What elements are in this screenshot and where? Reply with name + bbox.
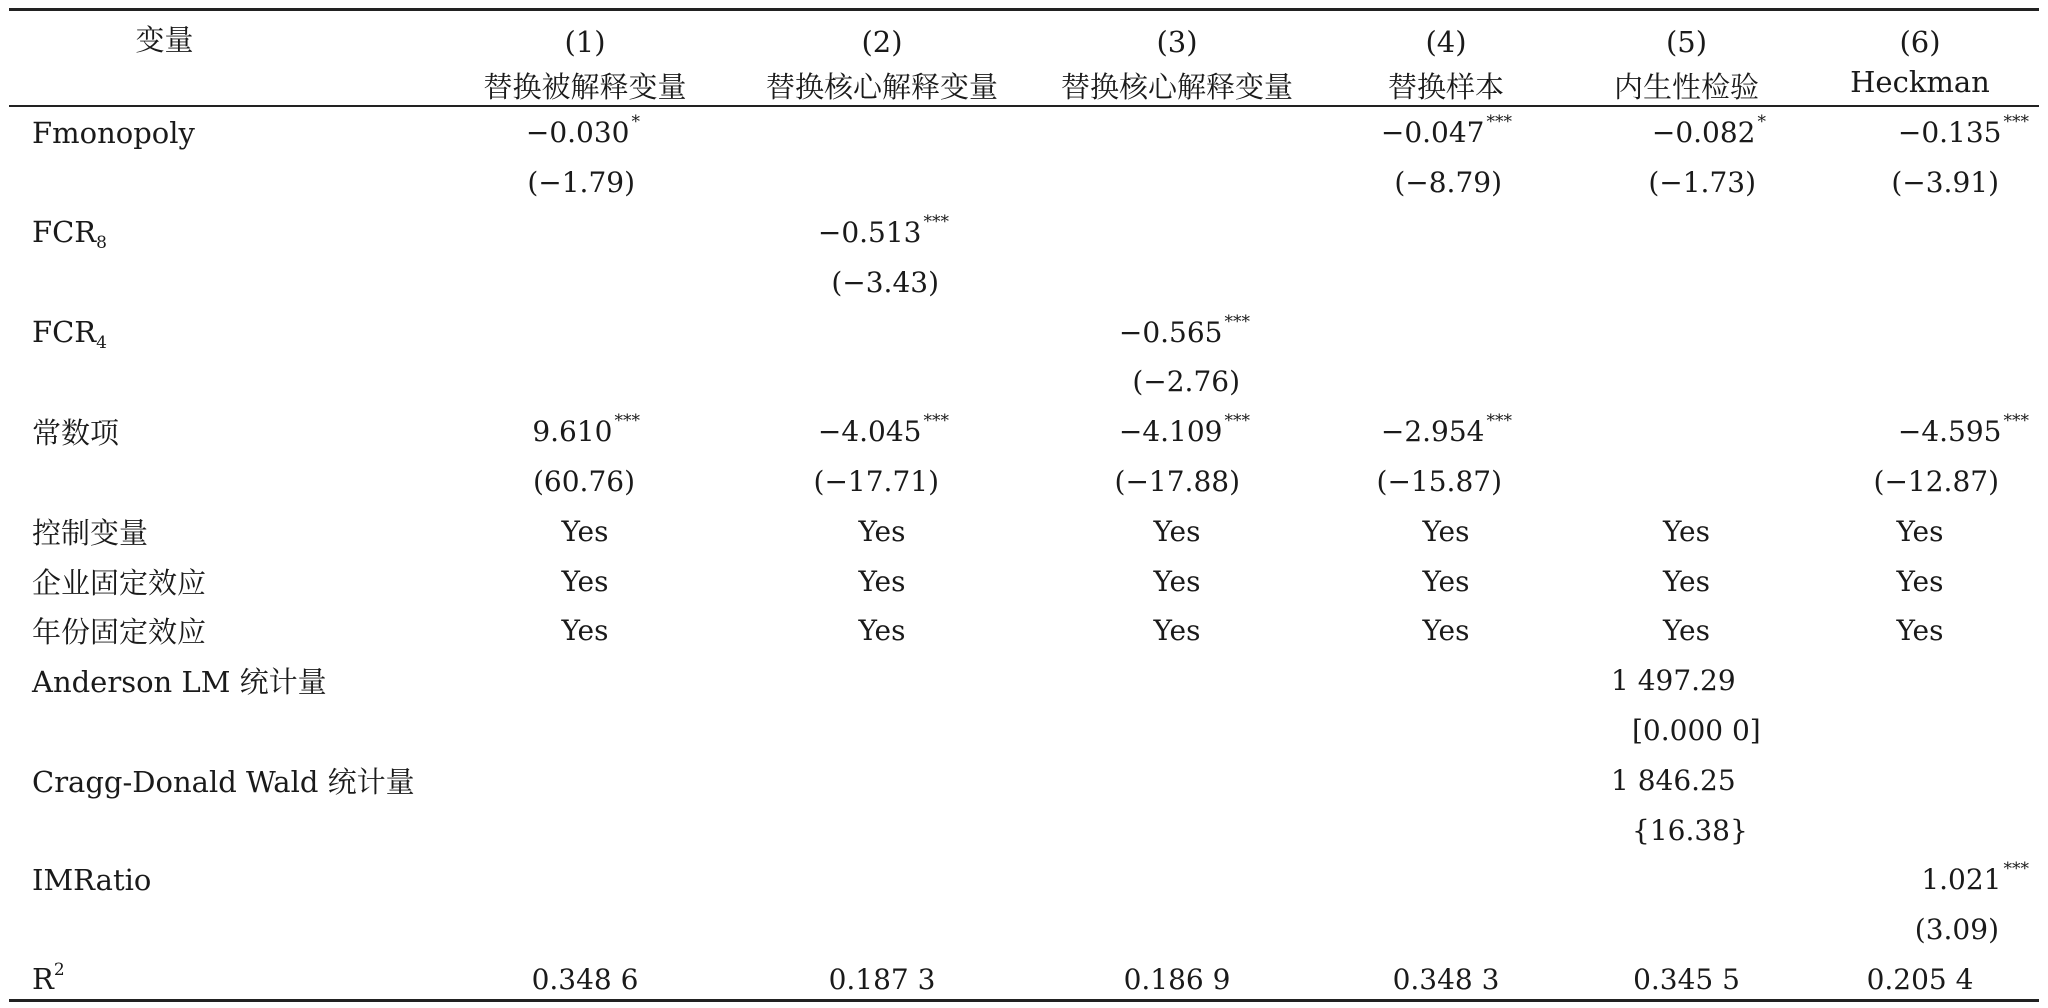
header-col-number: (1) [564,25,606,59]
results-table [9,11,2039,1004]
yes-cell: Yes [561,564,609,598]
yes-cell: Yes [1663,514,1710,548]
stat-cell: 1 846.25 [1611,763,1736,797]
yes-cell: Yes [1422,564,1470,598]
row-fcr8-coef [9,208,2039,258]
row-imratio-t [9,905,2039,955]
t-stat-cell: (−17.71) [813,464,939,498]
yes-cell: Yes [1153,514,1201,548]
t-stat-cell: (−1.79) [527,166,635,200]
coef-cell: −4.045 *** [817,411,949,449]
row-label: IMRatio [32,862,152,897]
pvalue-cell: [0.000 0] [1632,713,1761,747]
coef-cell: −4.109 *** [1118,411,1250,449]
r2-cell: 0.348 6 [531,962,639,996]
header-col-number: (5) [1665,25,1708,59]
coef-cell: −0.047 *** [1380,112,1512,150]
t-stat-cell: (−15.87) [1376,464,1502,498]
row-label: $FCR_4$ [32,315,107,354]
row-firm-fe [9,556,2039,606]
r2-cell: 0.345 5 [1633,962,1740,996]
coef-cell: 1.021 *** [1921,859,2029,897]
r2-cell: 0.348 3 [1392,962,1500,996]
yes-cell: Yes [1896,614,1944,648]
row-fcr8-t [9,257,2039,307]
t-stat-cell: (−8.79) [1394,166,1502,200]
header-col-number: (4) [1425,25,1467,59]
row-label: $R^2$ [32,960,65,997]
header-col-number: (3) [1156,25,1198,59]
t-stat-cell: (−12.87) [1873,464,1999,498]
coef-cell: −4.595 *** [1897,411,2029,449]
yes-cell: Yes [1896,514,1944,548]
row-cragg-critical [9,805,2039,855]
header-col-name: 内生性检验 [1613,70,1759,104]
coef-cell: −2.954 *** [1380,411,1512,449]
r2-cell: 0.187 3 [828,962,936,996]
row-year-fe [9,606,2039,656]
yes-cell: Yes [858,514,906,548]
yes-cell: Yes [561,514,609,548]
yes-cell: Yes [561,614,609,648]
row-label: 企业固定效应 [32,565,207,600]
r2-cell: 0.186 9 [1123,962,1231,996]
coef-cell: 9.610 *** [532,411,640,449]
header-col-number: (6) [1899,25,1941,59]
row-controls [9,506,2039,556]
header-row-names [9,61,2039,108]
t-stat-cell: (3.09) [1914,913,1999,947]
header-row-numbers [9,11,2039,61]
header-col-name: 替换核心解释变量 [1060,70,1293,104]
yes-cell: Yes [1663,564,1710,598]
coef-cell: −0.082 * [1651,112,1766,150]
row-label: 常数项 [32,416,120,451]
yes-cell: Yes [1663,614,1710,648]
yes-cell: Yes [1422,614,1470,648]
t-stat-cell: (−1.73) [1648,166,1756,200]
row-fmonopoly-coef [9,108,2039,158]
row-imratio-coef [9,855,2039,905]
coef-cell: −0.513 *** [817,211,949,249]
yes-cell: Yes [1422,514,1470,548]
coef-cell: −0.135 *** [1897,112,2029,150]
coef-cell: −0.030 * [525,112,640,150]
t-stat-cell: (60.76) [532,464,635,498]
row-cragg [9,755,2039,805]
row-constant-t [9,457,2039,507]
t-stat-cell: (−3.43) [831,265,939,299]
yes-cell: Yes [858,614,906,648]
row-label: Anderson LM 统计量 [32,665,327,700]
t-stat-cell: (−17.88) [1114,464,1240,498]
header-variable: 变量 [135,23,194,57]
row-label: 控制变量 [32,515,149,550]
header-col-name: 替换核心解释变量 [765,70,998,104]
row-label: 年份固定效应 [32,615,207,650]
row-anderson [9,656,2039,706]
row-fmonopoly-t [9,158,2039,208]
header-col-number: (2) [861,25,903,59]
yes-cell: Yes [858,564,906,598]
critical-value-cell: {16.38} [1632,813,1748,847]
row-r-squared [9,955,2039,1005]
coef-cell: −0.565 *** [1118,311,1250,349]
row-fcr4-coef [9,307,2039,357]
yes-cell: Yes [1896,564,1944,598]
row-label: Cragg-Donald Wald 统计量 [32,764,415,799]
row-label: Fmonopoly [32,115,195,150]
header-col-name: Heckman [1850,65,1990,99]
header-col-name: 替换样本 [1387,70,1504,104]
yes-cell: Yes [1153,564,1201,598]
t-stat-cell: (−2.76) [1132,365,1240,399]
stat-cell: 1 497.29 [1611,664,1736,698]
r2-cell: 0.205 4 [1866,962,1974,996]
row-label: $FCR_8$ [32,215,107,254]
row-constant-coef [9,407,2039,457]
header-col-name: 替换被解释变量 [483,70,687,104]
row-anderson-p [9,706,2039,756]
row-fcr4-t [9,357,2039,407]
t-stat-cell: (−3.91) [1891,166,1999,200]
yes-cell: Yes [1153,614,1201,648]
